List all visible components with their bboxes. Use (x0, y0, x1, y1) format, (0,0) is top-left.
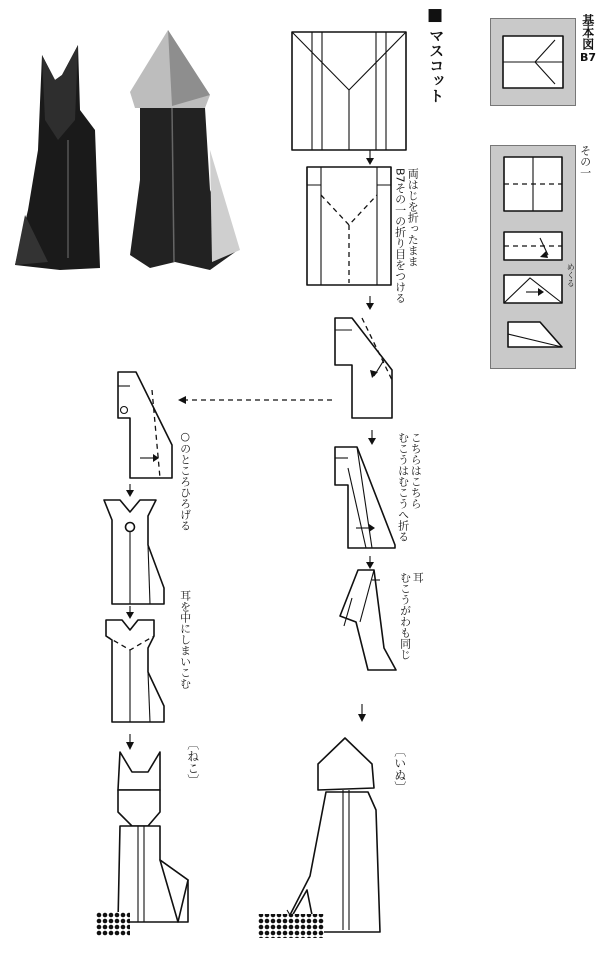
instruction-cat-open: ○のところひろげる (178, 430, 192, 531)
instruction-fold-sides-line-2: B7その一の折り目をつける (393, 168, 407, 304)
instruction-cat-ear: 耳を中にしまいこむ (178, 590, 192, 689)
instruction-dog-ear-line-2: むこうがわも同じ (398, 572, 412, 660)
section-marker: ■ (427, 5, 444, 25)
instruction-fold-sides-line-1: 両はじを折ったまま (406, 168, 420, 267)
flip-label: めくる (566, 263, 576, 287)
cat-result-label: 〔ねこ〕 (185, 738, 200, 786)
base-diagram-code: B7 (580, 51, 597, 64)
section-title: マスコット (427, 28, 446, 103)
instruction-dog-ear-line-1: 耳 (411, 572, 425, 583)
instruction-dog-fold-line-2: むこうはむこうへ折る (396, 432, 410, 542)
instruction-dog-fold-line-1: こちらはこちら (409, 432, 423, 509)
base-variant-label: その一 (578, 145, 592, 178)
dog-result-label: 〔いぬ〕 (392, 745, 407, 793)
base-diagram-title: 基本図 (580, 14, 595, 50)
